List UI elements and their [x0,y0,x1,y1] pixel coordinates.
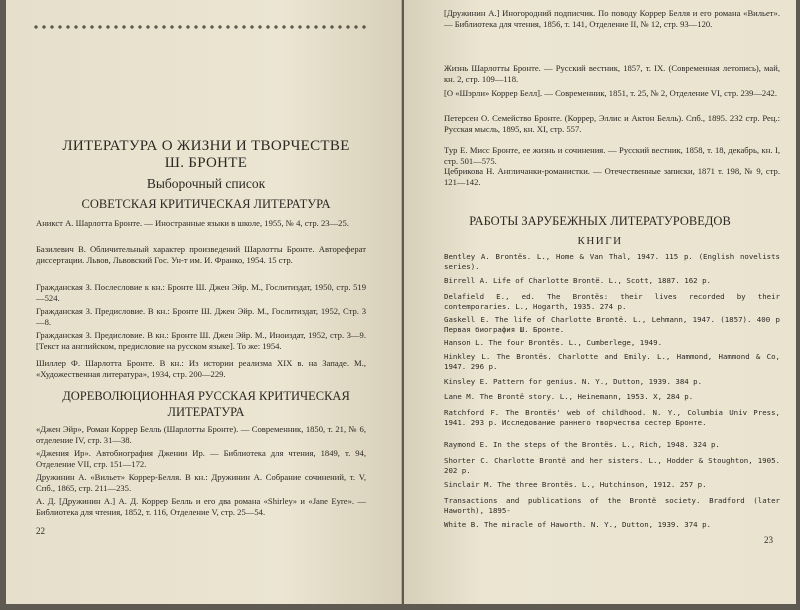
bib-entry: Gaskell E. The life of Charlotte Brontë. L., Lehmann, 1947. (1857). 400 p Первая биография Ш. Бронте. [444,315,780,335]
bib-entry: Шиллер Ф. Шарлотта Бронте. В кн.: Из истории реализма XIX в. на Западе. М., «Художественная литература», 1934, стр. 200—229. [36,358,366,379]
page-title-line1: ЛИТЕРАТУРА О ЖИЗНИ И ТВОРЧЕСТВЕ [62,138,350,154]
page-number: 22 [36,526,45,536]
bib-entry: Hanson L. The four Brontës. L., Cumberlege, 1949. [444,338,663,347]
bib-entry: Дружинин А. «Вильет» Коррер-Белля. В кн.: Дружинин А. Собрание сочинений, т. V, Спб., 1865, стр. 211—235. [36,472,366,493]
bib-entry: Гражданская З. Предисловие. В кн.: Бронте Ш. Джен Эйр. М., Гослитиздат, 1952, Стр. 3—8. [36,306,366,327]
bib-entry: Тур Е. Мисс Бронте, ее жизнь и сочинения. — Русский вестник, 1858, т. 18, декабрь, кн. I, стр. 501—575. [444,145,780,166]
page-title-line2: Ш. БРОНТЕ [164,155,248,171]
bib-entry: Петерсен О. Семейство Бронте. (Коррер, Эллис и Актон Белль). Спб., 1895. 232 стр. Рец.: Русская мысль, 1895, кн. XI, стр. 557. [444,113,780,134]
page-number: 23 [764,535,773,545]
bib-entry: Аникст А. Шарлотта Бронте. — Иностранные языки в школе, 1955, № 4, стр. 23—25. [36,218,349,228]
bib-entry: [О «Шэрли» Коррер Белл]. — Современник, 1851, т. 25, № 2, Отделение VI, стр. 239—242. [444,88,777,98]
bib-entry: Bentley A. Brontës. L., Home & Van Thal, 1947. 115 p. (English novelists series). [444,252,780,272]
bib-entry: Hinkley L. The Brontës. Charlotte and Emily. L., Hammond, Hammond & Co, 1947. 296 p. [444,352,780,372]
decorative-border [32,22,368,32]
bib-entry: Delafield E., ed. The Brontës: their lives recorded by their contemporaries. L., Hogarth, 1935. 274 p. [444,292,780,312]
bib-entry: Цебрикова Н. Англичанки-романистки. — Отечественные записки, 1871 т. 198, № 9, стр. 121—142. [444,166,780,187]
right-page [404,0,796,604]
bib-entry: Жизнь Шарлотты Бронте. — Русский вестник, 1857, т. IX. (Современная летопись), май, кн. 2, стр. 109—118. [444,63,780,84]
section-heading-prerevolutionary: ДОРЕВОЛЮЦИОННАЯ РУССКАЯ КРИТИЧЕСКАЯ [62,389,350,403]
section-subheading-books: КНИГИ [577,235,623,247]
bib-entry: Sinclair M. The three Brontës. L., Hutchinson, 1912. 257 p. [444,480,707,489]
bib-entry: Transactions and publications of the Brontë society. Bradford (later Haworth), 1895- [444,496,780,516]
bib-entry: White B. The miracle of Haworth. N. Y., Dutton, 1939. 374 p. [444,520,711,529]
bib-entry: Raymond E. In the steps of the Brontës. L., Rich, 1948. 324 p. [444,440,720,449]
bib-entry: Базилевич В. Обличительный характер произведений Шарлотты Бронте. Автореферат диссертации. Львов, Львовский Гос. Ун-т им. И. Франко, 1954. 15 стр. [36,244,366,265]
bib-entry: Ratchford F. The Brontës' web of childhood. N. Y., Columbia Univ Press, 1941. 293 p. Исследование раннего творчества сестер Бронте. [444,408,780,428]
bib-entry: Гражданская З. Послесловие к кн.: Бронте Ш. Джен Эйр. М., Гослитиздат, 1950, стр. 519—524. [36,282,366,303]
bib-entry: Lane M. The Brontë story. L., Heinemann, 1953. X, 284 p. [444,392,694,401]
section-heading-soviet: СОВЕТСКАЯ КРИТИЧЕСКАЯ ЛИТЕРАТУРА [81,197,331,211]
section-heading-prerevolutionary-line2: ЛИТЕРАТУРА [167,405,245,419]
section-heading-foreign: РАБОТЫ ЗАРУБЕЖНЫХ ЛИТЕРАТУРОВЕДОВ [469,214,731,228]
bib-entry: Birrell A. Life of Charlotte Brontë. L., Scott, 1887. 162 p. [444,276,711,285]
bib-entry: Kinsley E. Pattern for genius. N. Y., Dutton, 1939. 384 p. [444,377,703,386]
bib-entry: Гражданская З. Предисловие. В кн.: Бронте Ш. Джен Эйр. М., Иноиздат, 1952, стр. 3—9. [Текст на английском, предисловие на русском языке]. То же: 1954. [36,330,366,351]
bib-entry: «Джения Ир». Автобиография Джении Ир. — Библиотека для чтения, 1849, т. 94, Отделение VII, стр. 151—172. [36,448,366,469]
left-page [6,0,402,604]
bib-entry: «Джен Эйр», Роман Коррер Белль (Шарлотты Бронте). — Современник, 1850, т. 21, № 6, отделение IV, стр. 31—38. [36,424,366,445]
page-subtitle: Выборочный список [146,176,266,191]
bib-entry: Shorter C. Charlotte Brontë and her sisters. L., Hodder & Stoughton, 1905. 202 p. [444,456,780,476]
bib-entry: А. Д. [Дружинин А.] А. Д. Коррер Белль и его два романа «Shirley» и «Jane Eyre». — Библиотека для чтения, 1852, т. 116, Отделение V, стр. 25—54. [36,496,366,517]
bib-entry: [Дружинин А.] Иногородний подписчик. По поводу Коррер Белля и его романа «Вильет». — Библиотека для чтения, 1856, т. 141, Отделение II, № 12, стр. 93—120. [444,8,780,29]
